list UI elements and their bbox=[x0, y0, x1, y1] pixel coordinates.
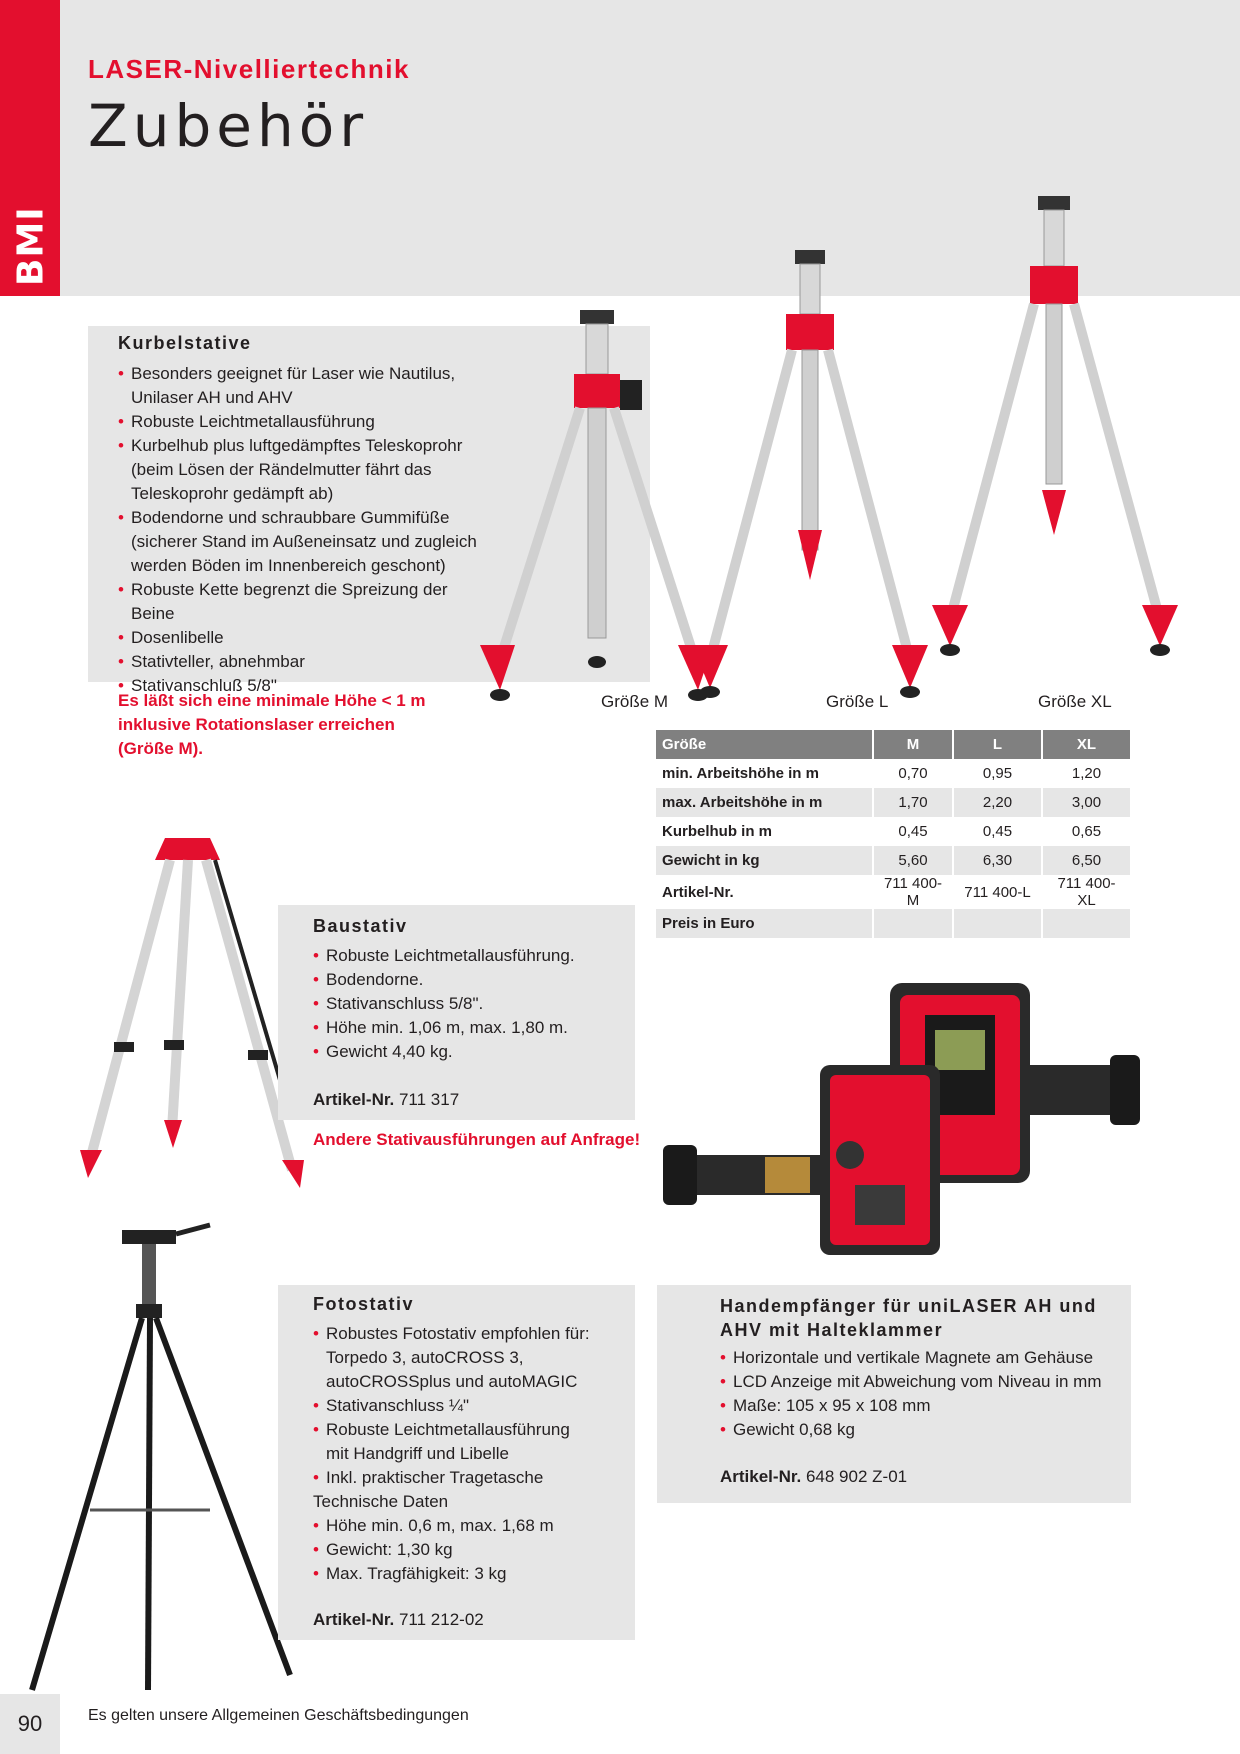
list-item: • Robuste Leichtmetallausführung mit Handgriff und Libelle bbox=[313, 1418, 593, 1466]
list-item: • Robuste Leichtmetallausführung. bbox=[313, 944, 623, 968]
footer-terms: Es gelten unsere Allgemeinen Geschäftsbedingungen bbox=[88, 1707, 469, 1724]
fotostativ-image bbox=[20, 1220, 300, 1700]
table-cell: 6,50 bbox=[1042, 846, 1131, 875]
table-cell: 711 400-M bbox=[873, 875, 953, 909]
list-item: • Bodendorne. bbox=[313, 968, 623, 992]
table-row bbox=[656, 909, 1131, 938]
table-cell: 711 400-XL bbox=[1042, 875, 1131, 909]
size-caption-l: Größe L bbox=[826, 692, 889, 711]
table-header: M bbox=[873, 730, 953, 759]
table-row bbox=[656, 759, 1131, 788]
table-cell: Gewicht in kg bbox=[656, 846, 873, 875]
list-item: • Robuste Leichtmetallausführung bbox=[118, 410, 478, 434]
brand-logo: BMI bbox=[10, 206, 52, 286]
table-header: XL bbox=[1042, 730, 1131, 759]
kurbelstative-list bbox=[118, 362, 478, 698]
fotostativ-list bbox=[313, 1322, 593, 1586]
kurbelstative-note: Es läßt sich eine minimale Höhe < 1 m inklusive Rotationslaser erreichen (Größe M). bbox=[118, 691, 426, 758]
list-item: • Max. Tragfähigkeit: 3 kg bbox=[313, 1562, 593, 1586]
artikel-number: 711 212-02 bbox=[394, 1610, 484, 1629]
list-item: • Stativteller, abnehmbar bbox=[118, 650, 478, 674]
page-title: Zubehör bbox=[88, 92, 369, 160]
artikel-number: 648 902 Z-01 bbox=[801, 1467, 908, 1486]
table-cell: Artikel-Nr. bbox=[656, 875, 873, 909]
table-header: L bbox=[953, 730, 1042, 759]
table-row bbox=[656, 788, 1131, 817]
table-header-row bbox=[656, 730, 1131, 759]
table-cell bbox=[873, 909, 953, 938]
list-item: • Stativanschluss 5/8". bbox=[313, 992, 623, 1016]
table-cell: max. Arbeitshöhe in m bbox=[656, 788, 873, 817]
artikel-label: Artikel-Nr. bbox=[720, 1467, 802, 1486]
table-cell: 3,00 bbox=[1042, 788, 1131, 817]
table-cell: 6,30 bbox=[953, 846, 1042, 875]
list-item: • Gewicht: 1,30 kg bbox=[313, 1538, 593, 1562]
section-kicker: LASER-Nivelliertechnik bbox=[88, 54, 410, 84]
list-item: • Bodendorne und schraubbare Gummifüße (sicherer Stand im Außeneinsatz und zugleich werden Böden im Innenbereich geschont) bbox=[118, 506, 478, 578]
list-item: • Inkl. praktischer Tragetasche bbox=[313, 1466, 593, 1490]
list-item: • Besonders geeignet für Laser wie Nautilus, Unilaser AH und AHV bbox=[118, 362, 478, 410]
page-number: 90 bbox=[0, 1694, 60, 1754]
table-cell: 1,70 bbox=[873, 788, 953, 817]
table-cell: Preis in Euro bbox=[656, 909, 873, 938]
baustativ-note: Andere Stativausführungen auf Anfrage! bbox=[313, 1130, 641, 1149]
table-cell: 0,45 bbox=[953, 817, 1042, 846]
artikel-number: 711 317 bbox=[394, 1090, 460, 1109]
list-item: • Stativanschluß 5/8" bbox=[118, 674, 478, 698]
list-item: • Robustes Fotostativ empfohlen für: Torpedo 3, autoCROSS 3, autoCROSSplus und autoMAGIC bbox=[313, 1322, 593, 1394]
list-item: • Horizontale und vertikale Magnete am Gehäuse bbox=[720, 1346, 1120, 1370]
handempfaenger-image bbox=[655, 975, 1145, 1280]
list-item: • LCD Anzeige mit Abweichung vom Niveau in mm bbox=[720, 1370, 1120, 1394]
table-cell: 0,45 bbox=[873, 817, 953, 846]
list-item: • Gewicht 0,68 kg bbox=[720, 1418, 1120, 1442]
fotostativ-artikel bbox=[313, 1610, 484, 1630]
table-cell: 0,95 bbox=[953, 759, 1042, 788]
list-subheading: Technische Daten bbox=[313, 1492, 449, 1511]
list-item: • Höhe min. 1,06 m, max. 1,80 m. bbox=[313, 1016, 623, 1040]
handempfaenger-list bbox=[720, 1346, 1120, 1442]
list-item: • Höhe min. 0,6 m, max. 1,68 m bbox=[313, 1514, 593, 1538]
baustativ-list bbox=[313, 944, 623, 1064]
table-row bbox=[656, 846, 1131, 875]
table-cell: min. Arbeitshöhe in m bbox=[656, 759, 873, 788]
list-item: • Robuste Kette begrenzt die Spreizung der Beine bbox=[118, 578, 478, 626]
artikel-label: Artikel-Nr. bbox=[313, 1090, 395, 1109]
table-cell: 1,20 bbox=[1042, 759, 1131, 788]
list-item: • Gewicht 4,40 kg. bbox=[313, 1040, 623, 1064]
table-cell: Kurbelhub in m bbox=[656, 817, 873, 846]
tripod-image-xl bbox=[920, 190, 1190, 660]
table-cell: 711 400-L bbox=[953, 875, 1042, 909]
table-row bbox=[656, 817, 1131, 846]
table-cell: 0,65 bbox=[1042, 817, 1131, 846]
handempfaenger-artikel bbox=[720, 1467, 907, 1487]
table-cell: 2,20 bbox=[953, 788, 1042, 817]
table-row bbox=[656, 875, 1131, 909]
list-item: • Stativanschluss ¼" bbox=[313, 1394, 593, 1418]
table-cell bbox=[1042, 909, 1131, 938]
size-caption-xl: Größe XL bbox=[1038, 692, 1112, 711]
baustativ-title: Baustativ bbox=[313, 916, 408, 936]
list-item: • Dosenlibelle bbox=[118, 626, 478, 650]
artikel-label: Artikel-Nr. bbox=[313, 1610, 395, 1629]
baustativ-artikel bbox=[313, 1090, 459, 1110]
list-item: • Maße: 105 x 95 x 108 mm bbox=[720, 1394, 1120, 1418]
size-caption-m: Größe M bbox=[601, 692, 669, 711]
table-cell: 0,70 bbox=[873, 759, 953, 788]
spec-table bbox=[656, 730, 1132, 938]
tripod-image-l bbox=[680, 240, 940, 700]
table-header: Größe bbox=[656, 730, 873, 759]
handempfaenger-title: Handempfänger für uniLASER AH und AHV mit Halteklammer bbox=[720, 1296, 1097, 1340]
table-cell bbox=[953, 909, 1042, 938]
kurbelstative-title: Kurbelstative bbox=[118, 333, 252, 353]
table-cell: 5,60 bbox=[873, 846, 953, 875]
fotostativ-title: Fotostativ bbox=[313, 1294, 415, 1314]
list-item: • Kurbelhub plus luftgedämpftes Teleskoprohr (beim Lösen der Rändelmutter fährt das Teleskoprohr gedämpft ab) bbox=[118, 434, 478, 506]
